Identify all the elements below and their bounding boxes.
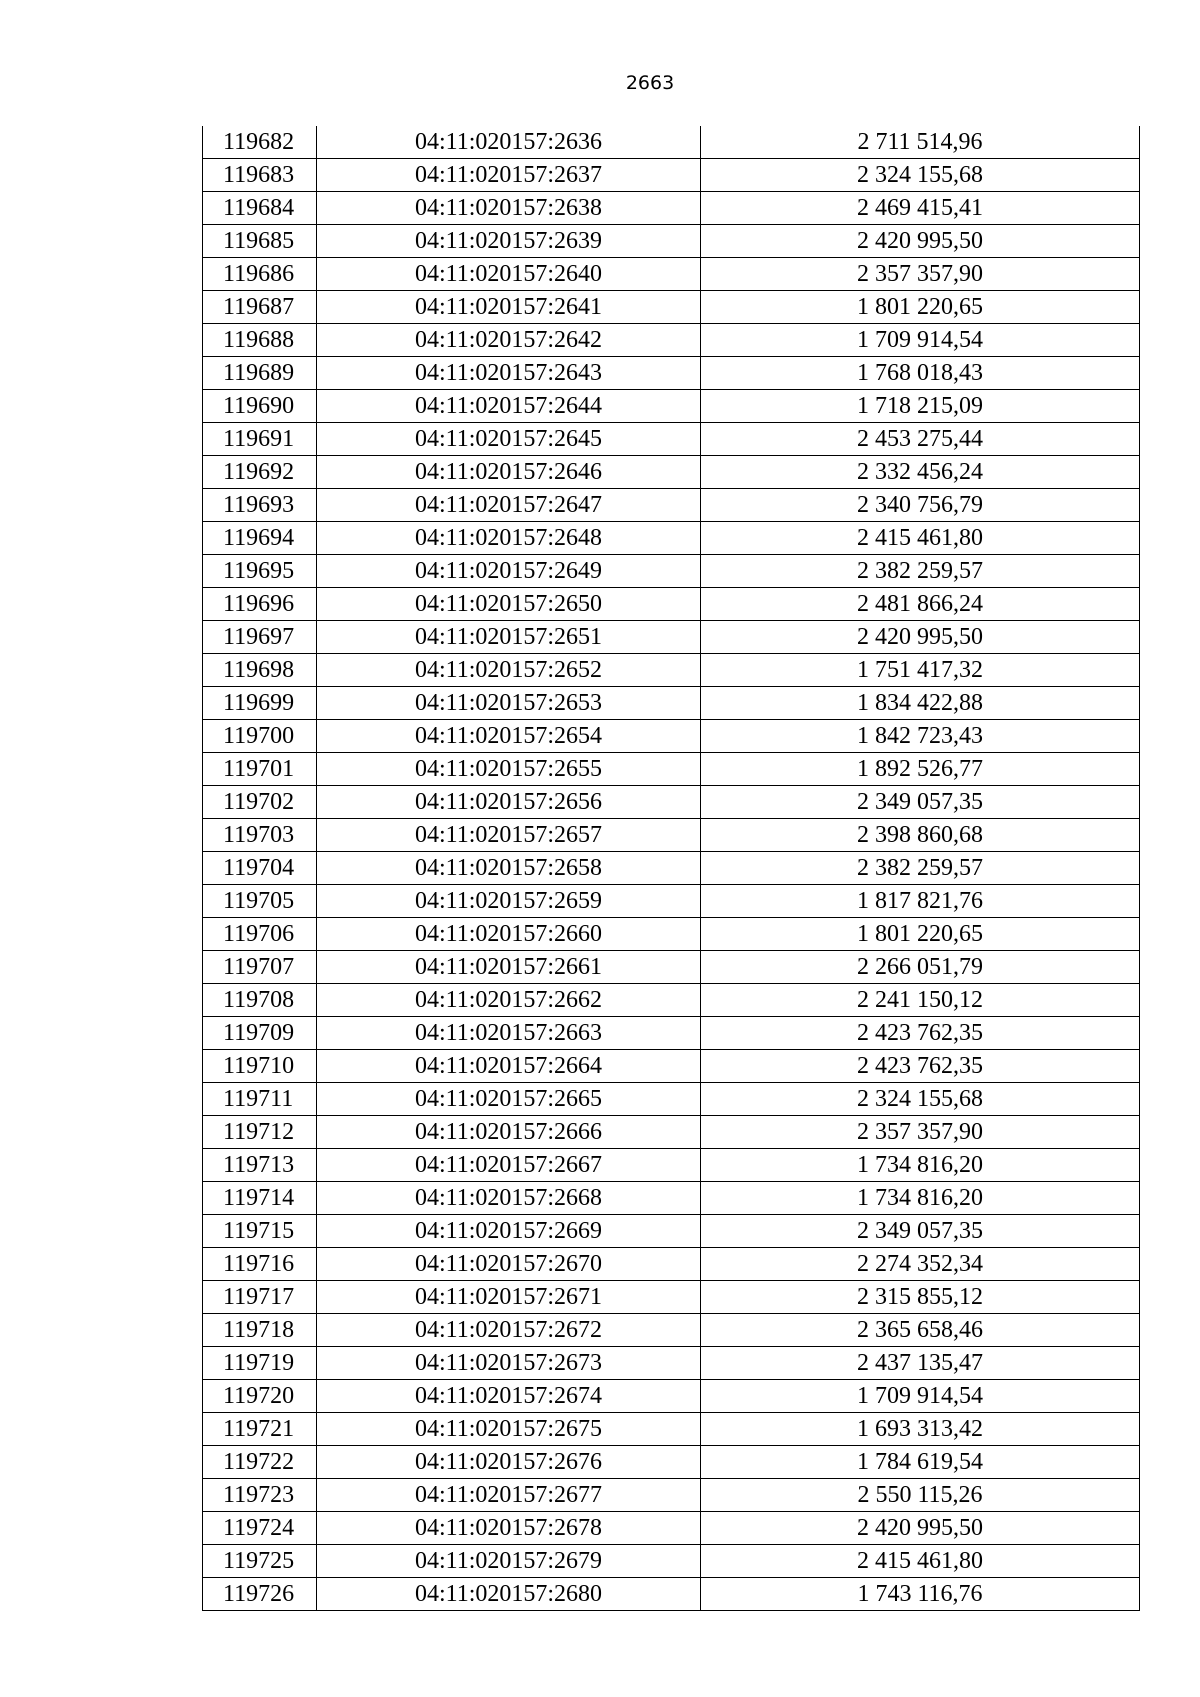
table-row bbox=[203, 1479, 1140, 1512]
cadastral-value-cell: 2 420 995,50 bbox=[701, 1512, 1140, 1545]
cadastral-number-cell: 04:11:020157:2664 bbox=[317, 1050, 701, 1083]
cadastral-number-cell: 04:11:020157:2678 bbox=[317, 1512, 701, 1545]
cadastral-value-cell: 2 382 259,57 bbox=[701, 555, 1140, 588]
cadastral-number-cell: 04:11:020157:2663 bbox=[317, 1017, 701, 1050]
cadastral-number-cell: 04:11:020157:2647 bbox=[317, 489, 701, 522]
cadastral-number-cell: 04:11:020157:2659 bbox=[317, 885, 701, 918]
cadastral-value-cell: 2 274 352,34 bbox=[701, 1248, 1140, 1281]
cadastral-number-cell: 04:11:020157:2645 bbox=[317, 423, 701, 456]
table-row bbox=[203, 1380, 1140, 1413]
cadastral-value-cell: 2 382 259,57 bbox=[701, 852, 1140, 885]
cadastral-value-cell: 1 801 220,65 bbox=[701, 918, 1140, 951]
row-number-cell: 119701 bbox=[203, 753, 317, 786]
cadastral-number-cell: 04:11:020157:2661 bbox=[317, 951, 701, 984]
cadastral-value-cell: 2 357 357,90 bbox=[701, 258, 1140, 291]
table-row bbox=[203, 720, 1140, 753]
cadastral-number-cell: 04:11:020157:2650 bbox=[317, 588, 701, 621]
cadastral-number-cell: 04:11:020157:2653 bbox=[317, 687, 701, 720]
row-number-cell: 119708 bbox=[203, 984, 317, 1017]
table-row bbox=[203, 1281, 1140, 1314]
row-number-cell: 119684 bbox=[203, 192, 317, 225]
table-row bbox=[203, 1050, 1140, 1083]
table-row bbox=[203, 1149, 1140, 1182]
table-row bbox=[203, 819, 1140, 852]
row-number-cell: 119696 bbox=[203, 588, 317, 621]
cadastral-number-cell: 04:11:020157:2660 bbox=[317, 918, 701, 951]
cadastral-value-cell: 1 842 723,43 bbox=[701, 720, 1140, 753]
row-number-cell: 119702 bbox=[203, 786, 317, 819]
row-number-cell: 119718 bbox=[203, 1314, 317, 1347]
cadastral-number-cell: 04:11:020157:2639 bbox=[317, 225, 701, 258]
cadastral-value-cell: 1 743 116,76 bbox=[701, 1578, 1140, 1611]
cadastral-number-cell: 04:11:020157:2676 bbox=[317, 1446, 701, 1479]
row-number-cell: 119692 bbox=[203, 456, 317, 489]
row-number-cell: 119706 bbox=[203, 918, 317, 951]
cadastral-value-cell: 2 324 155,68 bbox=[701, 1083, 1140, 1116]
cadastral-value-cell: 2 340 756,79 bbox=[701, 489, 1140, 522]
cadastral-number-cell: 04:11:020157:2670 bbox=[317, 1248, 701, 1281]
table-row bbox=[203, 885, 1140, 918]
cadastral-value-cell: 1 817 821,76 bbox=[701, 885, 1140, 918]
table-row bbox=[203, 192, 1140, 225]
row-number-cell: 119703 bbox=[203, 819, 317, 852]
cadastral-value-cell: 2 481 866,24 bbox=[701, 588, 1140, 621]
table-row bbox=[203, 1578, 1140, 1611]
cadastral-number-cell: 04:11:020157:2654 bbox=[317, 720, 701, 753]
table-row bbox=[203, 258, 1140, 291]
cadastral-value-cell: 2 469 415,41 bbox=[701, 192, 1140, 225]
row-number-cell: 119726 bbox=[203, 1578, 317, 1611]
cadastral-value-cell: 2 365 658,46 bbox=[701, 1314, 1140, 1347]
cadastral-value-cell: 2 420 995,50 bbox=[701, 225, 1140, 258]
row-number-cell: 119704 bbox=[203, 852, 317, 885]
cadastral-value-cell: 2 324 155,68 bbox=[701, 159, 1140, 192]
row-number-cell: 119712 bbox=[203, 1116, 317, 1149]
cadastral-number-cell: 04:11:020157:2638 bbox=[317, 192, 701, 225]
cadastral-value-cell: 2 423 762,35 bbox=[701, 1050, 1140, 1083]
table-row bbox=[203, 1017, 1140, 1050]
registry-table bbox=[202, 126, 1140, 1611]
row-number-cell: 119724 bbox=[203, 1512, 317, 1545]
row-number-cell: 119690 bbox=[203, 390, 317, 423]
table-row bbox=[203, 621, 1140, 654]
cadastral-value-cell: 2 423 762,35 bbox=[701, 1017, 1140, 1050]
cadastral-value-cell: 2 711 514,96 bbox=[701, 126, 1140, 159]
row-number-cell: 119688 bbox=[203, 324, 317, 357]
cadastral-number-cell: 04:11:020157:2641 bbox=[317, 291, 701, 324]
row-number-cell: 119725 bbox=[203, 1545, 317, 1578]
cadastral-value-cell: 1 751 417,32 bbox=[701, 654, 1140, 687]
cadastral-number-cell: 04:11:020157:2649 bbox=[317, 555, 701, 588]
table-row bbox=[203, 159, 1140, 192]
table-row bbox=[203, 1116, 1140, 1149]
cadastral-value-cell: 1 892 526,77 bbox=[701, 753, 1140, 786]
cadastral-value-cell: 1 734 816,20 bbox=[701, 1182, 1140, 1215]
page-number: 2663 bbox=[625, 72, 675, 94]
cadastral-number-cell: 04:11:020157:2673 bbox=[317, 1347, 701, 1380]
table-row bbox=[203, 1446, 1140, 1479]
row-number-cell: 119723 bbox=[203, 1479, 317, 1512]
row-number-cell: 119722 bbox=[203, 1446, 317, 1479]
table-row bbox=[203, 951, 1140, 984]
row-number-cell: 119709 bbox=[203, 1017, 317, 1050]
row-number-cell: 119715 bbox=[203, 1215, 317, 1248]
cadastral-number-cell: 04:11:020157:2637 bbox=[317, 159, 701, 192]
table-row bbox=[203, 852, 1140, 885]
cadastral-value-cell: 2 437 135,47 bbox=[701, 1347, 1140, 1380]
table-row bbox=[203, 1182, 1140, 1215]
table-row bbox=[203, 126, 1140, 159]
cadastral-number-cell: 04:11:020157:2674 bbox=[317, 1380, 701, 1413]
row-number-cell: 119689 bbox=[203, 357, 317, 390]
table-row bbox=[203, 357, 1140, 390]
row-number-cell: 119697 bbox=[203, 621, 317, 654]
cadastral-value-cell: 2 357 357,90 bbox=[701, 1116, 1140, 1149]
cadastral-value-cell: 2 332 456,24 bbox=[701, 456, 1140, 489]
table-row bbox=[203, 423, 1140, 456]
cadastral-value-cell: 1 718 215,09 bbox=[701, 390, 1140, 423]
cadastral-number-cell: 04:11:020157:2642 bbox=[317, 324, 701, 357]
cadastral-number-cell: 04:11:020157:2671 bbox=[317, 1281, 701, 1314]
row-number-cell: 119717 bbox=[203, 1281, 317, 1314]
cadastral-value-cell: 2 398 860,68 bbox=[701, 819, 1140, 852]
table-row bbox=[203, 1347, 1140, 1380]
row-number-cell: 119707 bbox=[203, 951, 317, 984]
table-row bbox=[203, 555, 1140, 588]
cadastral-number-cell: 04:11:020157:2636 bbox=[317, 126, 701, 159]
table-row bbox=[203, 588, 1140, 621]
table-row bbox=[203, 753, 1140, 786]
cadastral-value-cell: 1 709 914,54 bbox=[701, 1380, 1140, 1413]
row-number-cell: 119710 bbox=[203, 1050, 317, 1083]
row-number-cell: 119713 bbox=[203, 1149, 317, 1182]
table-row bbox=[203, 522, 1140, 555]
row-number-cell: 119711 bbox=[203, 1083, 317, 1116]
row-number-cell: 119693 bbox=[203, 489, 317, 522]
row-number-cell: 119716 bbox=[203, 1248, 317, 1281]
cadastral-value-cell: 2 420 995,50 bbox=[701, 621, 1140, 654]
cadastral-number-cell: 04:11:020157:2646 bbox=[317, 456, 701, 489]
cadastral-number-cell: 04:11:020157:2643 bbox=[317, 357, 701, 390]
cadastral-number-cell: 04:11:020157:2655 bbox=[317, 753, 701, 786]
cadastral-value-cell: 1 709 914,54 bbox=[701, 324, 1140, 357]
cadastral-number-cell: 04:11:020157:2680 bbox=[317, 1578, 701, 1611]
cadastral-number-cell: 04:11:020157:2667 bbox=[317, 1149, 701, 1182]
cadastral-number-cell: 04:11:020157:2656 bbox=[317, 786, 701, 819]
cadastral-number-cell: 04:11:020157:2651 bbox=[317, 621, 701, 654]
row-number-cell: 119699 bbox=[203, 687, 317, 720]
cadastral-number-cell: 04:11:020157:2677 bbox=[317, 1479, 701, 1512]
table-row bbox=[203, 456, 1140, 489]
row-number-cell: 119705 bbox=[203, 885, 317, 918]
cadastral-value-cell: 1 768 018,43 bbox=[701, 357, 1140, 390]
cadastral-value-cell: 2 241 150,12 bbox=[701, 984, 1140, 1017]
cadastral-value-cell: 2 266 051,79 bbox=[701, 951, 1140, 984]
row-number-cell: 119694 bbox=[203, 522, 317, 555]
table-row bbox=[203, 1215, 1140, 1248]
cadastral-number-cell: 04:11:020157:2679 bbox=[317, 1545, 701, 1578]
row-number-cell: 119691 bbox=[203, 423, 317, 456]
cadastral-number-cell: 04:11:020157:2640 bbox=[317, 258, 701, 291]
table-row bbox=[203, 390, 1140, 423]
cadastral-value-cell: 2 349 057,35 bbox=[701, 786, 1140, 819]
cadastral-number-cell: 04:11:020157:2657 bbox=[317, 819, 701, 852]
cadastral-value-cell: 2 415 461,80 bbox=[701, 522, 1140, 555]
table-row bbox=[203, 324, 1140, 357]
cadastral-number-cell: 04:11:020157:2662 bbox=[317, 984, 701, 1017]
table-row bbox=[203, 1248, 1140, 1281]
cadastral-number-cell: 04:11:020157:2644 bbox=[317, 390, 701, 423]
table-row bbox=[203, 291, 1140, 324]
row-number-cell: 119695 bbox=[203, 555, 317, 588]
cadastral-value-cell: 1 834 422,88 bbox=[701, 687, 1140, 720]
row-number-cell: 119687 bbox=[203, 291, 317, 324]
cadastral-value-cell: 1 693 313,42 bbox=[701, 1413, 1140, 1446]
cadastral-number-cell: 04:11:020157:2648 bbox=[317, 522, 701, 555]
row-number-cell: 119683 bbox=[203, 159, 317, 192]
cadastral-number-cell: 04:11:020157:2669 bbox=[317, 1215, 701, 1248]
cadastral-value-cell: 2 453 275,44 bbox=[701, 423, 1140, 456]
row-number-cell: 119720 bbox=[203, 1380, 317, 1413]
row-number-cell: 119698 bbox=[203, 654, 317, 687]
table-row bbox=[203, 1413, 1140, 1446]
row-number-cell: 119714 bbox=[203, 1182, 317, 1215]
table-row bbox=[203, 918, 1140, 951]
cadastral-number-cell: 04:11:020157:2666 bbox=[317, 1116, 701, 1149]
row-number-cell: 119719 bbox=[203, 1347, 317, 1380]
row-number-cell: 119700 bbox=[203, 720, 317, 753]
cadastral-value-cell: 2 415 461,80 bbox=[701, 1545, 1140, 1578]
cadastral-number-cell: 04:11:020157:2675 bbox=[317, 1413, 701, 1446]
cadastral-number-cell: 04:11:020157:2668 bbox=[317, 1182, 701, 1215]
cadastral-value-cell: 2 550 115,26 bbox=[701, 1479, 1140, 1512]
table-row bbox=[203, 489, 1140, 522]
table-row bbox=[203, 786, 1140, 819]
registry-table-body bbox=[203, 126, 1140, 1611]
cadastral-value-cell: 2 315 855,12 bbox=[701, 1281, 1140, 1314]
cadastral-value-cell: 1 734 816,20 bbox=[701, 1149, 1140, 1182]
table-row bbox=[203, 1083, 1140, 1116]
cadastral-value-cell: 1 784 619,54 bbox=[701, 1446, 1140, 1479]
row-number-cell: 119721 bbox=[203, 1413, 317, 1446]
cadastral-number-cell: 04:11:020157:2658 bbox=[317, 852, 701, 885]
cadastral-number-cell: 04:11:020157:2652 bbox=[317, 654, 701, 687]
row-number-cell: 119682 bbox=[203, 126, 317, 159]
row-number-cell: 119685 bbox=[203, 225, 317, 258]
cadastral-value-cell: 1 801 220,65 bbox=[701, 291, 1140, 324]
table-row bbox=[203, 654, 1140, 687]
cadastral-number-cell: 04:11:020157:2672 bbox=[317, 1314, 701, 1347]
table-row bbox=[203, 687, 1140, 720]
cadastral-value-cell: 2 349 057,35 bbox=[701, 1215, 1140, 1248]
table-row bbox=[203, 225, 1140, 258]
table-row bbox=[203, 1512, 1140, 1545]
table-row bbox=[203, 1314, 1140, 1347]
cadastral-number-cell: 04:11:020157:2665 bbox=[317, 1083, 701, 1116]
table-row bbox=[203, 984, 1140, 1017]
row-number-cell: 119686 bbox=[203, 258, 317, 291]
table-row bbox=[203, 1545, 1140, 1578]
